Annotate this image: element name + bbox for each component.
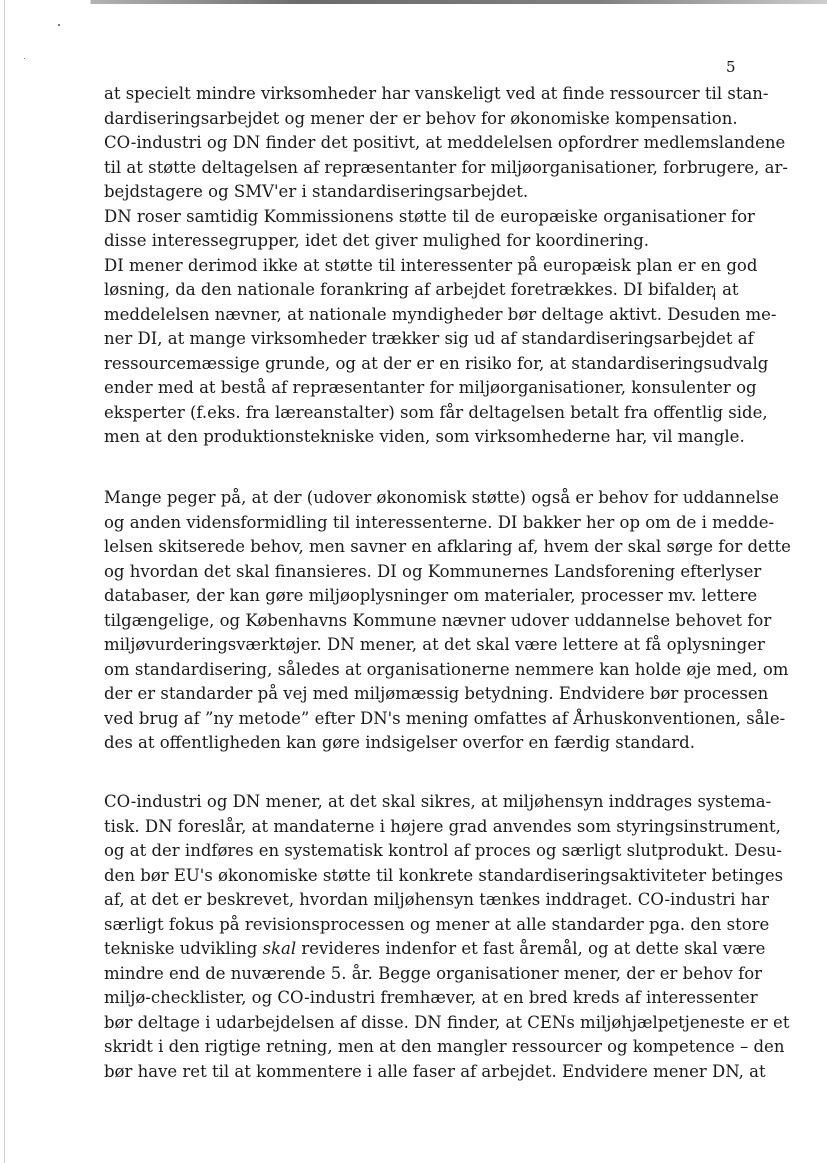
text-line: CO-industri og DN mener, at det skal sikres, at miljøhensyn inddrages systema-: [104, 792, 772, 811]
text-line: men at den produktionstekniske viden, som virksomhederne har, vil mangle.: [104, 427, 745, 446]
text-line: bejdstagere og SMV'er i standardiseringsarbejdet.: [104, 182, 529, 201]
scan-speck: [24, 58, 25, 59]
text-line: ressourcemæssige grunde, og at der er en risiko for, at standardiseringsudvalg: [104, 353, 769, 373]
emphasis-word: skal: [262, 939, 297, 958]
text-segment: tekniske udvikling: [104, 939, 263, 958]
text-line: miljø-checklister, og CO-industri fremhæver, at en bred kreds af interessenter: [104, 988, 758, 1007]
text-line: ender med at bestå af repræsentanter for miljøorganisationer, konsulenter og: [104, 378, 757, 397]
scan-left-edge: [4, 0, 5, 1163]
text-line: meddelelsen nævner, at nationale myndigheder bør deltage aktivt. Desuden me-: [104, 304, 777, 324]
text-line: og anden vidensformidling til interessenterne. DI bakker her op om de i medde-: [104, 512, 775, 532]
text-line: tisk. DN foreslår, at mandaterne i højere grad anvendes som styringsinstrument,: [104, 816, 781, 836]
text-line: CO-industri og DN finder det positivt, at meddelelsen opfordrer medlemslandene: [104, 133, 786, 152]
text-line: at specielt mindre virksomheder har vanskeligt ved at finde ressourcer til stan-: [104, 84, 769, 103]
text-line: ner DI, at mange virksomheder trækker sig ud af standardiseringsarbejdet af: [104, 329, 754, 348]
paragraph-3: [104, 790, 790, 1084]
text-line: til at støtte deltagelsen af repræsentanter for miljøorganisationer, forbrugere, ar-: [104, 157, 788, 177]
scan-top-edge: [0, 0, 827, 4]
text-line: særligt fokus på revisionsprocessen og mener at alle standarder pga. den store: [104, 914, 770, 934]
text-line: der er standarder på vej med miljømæssig betydning. Endvidere bør processen: [104, 684, 769, 703]
text-line: skridt i den rigtige retning, men at den mangler ressourcer og kompetence – den: [104, 1037, 785, 1056]
text-line: dardiseringsarbejdet og mener der er behov for økonomiske kompensation.: [104, 108, 738, 128]
text-line: DI mener derimod ikke at støtte til interessenter på europæisk plan er en god: [104, 255, 758, 275]
text-line: og at der indføres en systematisk kontrol af proces og særligt slutprodukt. Desu-: [104, 841, 782, 860]
text-line: miljøvurderingsværktøjer. DN mener, at det skal være lettere at få oplysninger: [104, 635, 765, 654]
page-number: 5: [726, 58, 736, 76]
text-line-with-emphasis: [104, 937, 766, 962]
text-line: databaser, der kan gøre miljøoplysninger om materialer, processer mv. lettere: [104, 586, 758, 605]
text-line: tilgængelige, og Københavns Kommune nævner udover uddannelse behovet for: [104, 610, 772, 630]
text-line: eksperter (f.eks. fra læreanstalter) som får deltagelsen betalt fra offentlig side,: [104, 402, 768, 422]
text-line: bør deltage i udarbejdelsen af disse. DN finder, at CENs miljøhjælpetjeneste er et: [104, 1012, 790, 1032]
text-line: og hvordan det skal finansieres. DI og Kommunernes Landsforening efterlyser: [104, 561, 762, 581]
text-line: om standardisering, således at organisationerne nemmere kan holde øje med, om: [104, 659, 789, 679]
text-segment: revideres indenfor et fast åremål, og at dette skal være: [296, 939, 766, 958]
text-line: løsning, da den nationale forankring af arbejdet foretrækkes. DI bifalder, at: [104, 280, 739, 299]
scan-speck: [58, 24, 60, 26]
text-line: Mange peger på, at der (udover økonomisk støtte) også er behov for uddannelse: [104, 488, 780, 507]
text-line: des at offentligheden kan gøre indsigelser overfor en færdig standard.: [104, 733, 695, 752]
text-line: lelsen skitserede behov, men savner en afklaring af, hvem der skal sørge for dette: [104, 537, 791, 556]
text-line: disse interessegrupper, idet det giver mulighed for koordinering.: [104, 231, 650, 250]
paragraph-1: [104, 82, 788, 450]
text-line: af, at det er beskrevet, hvordan miljøhensyn tænkes inddraget. CO-industri har: [104, 890, 770, 909]
text-line: bør have ret til at kommentere i alle faser af arbejdet. Endvidere mener DN, at: [104, 1061, 766, 1081]
text-line: mindre end de nuværende 5. år. Begge organisationer mener, der er behov for: [104, 963, 763, 983]
text-line: den bør EU's økonomiske støtte til konkrete standardiseringsaktiviteter betinges: [104, 865, 784, 885]
text-line: DN roser samtidig Kommissionens støtte til de europæiske organisationer for: [104, 206, 755, 226]
paragraph-2: [104, 486, 791, 756]
text-line: ved brug af ”ny metode” efter DN's mening omfattes af Århuskonventionen, såle-: [104, 708, 786, 728]
